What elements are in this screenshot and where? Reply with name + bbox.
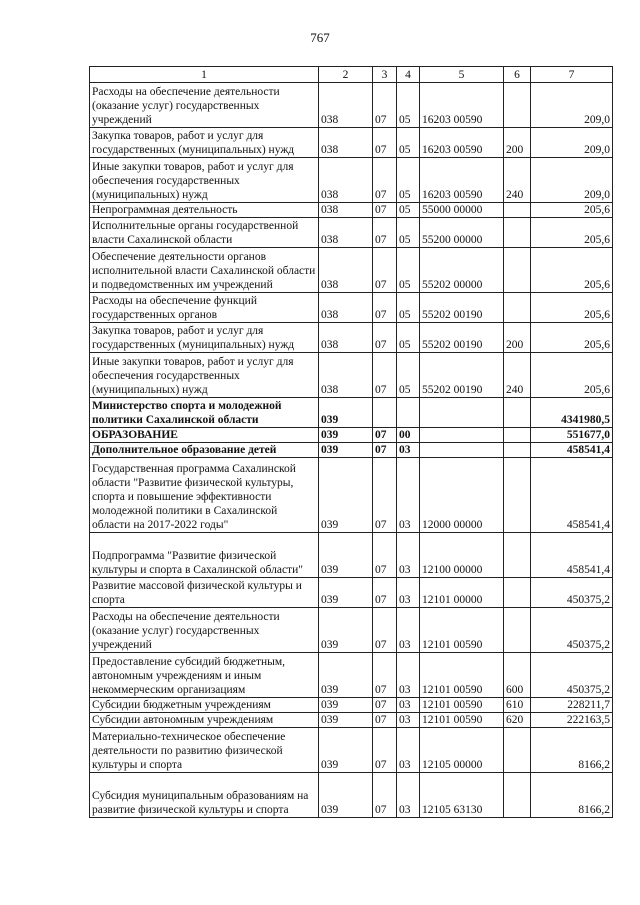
- header-cell: 2: [319, 67, 373, 83]
- section-cell: 07: [373, 713, 397, 728]
- ministry-code-cell: 039: [319, 773, 373, 818]
- ministry-code-cell: 039: [319, 443, 373, 458]
- target-article-cell: 16203 00590: [420, 83, 504, 128]
- table-row: [90, 713, 613, 728]
- subsection-cell: 03: [397, 713, 420, 728]
- amount-cell: 551677,0: [531, 428, 613, 443]
- expense-type-cell: [504, 248, 531, 293]
- expense-type-cell: 620: [504, 713, 531, 728]
- table-row: [90, 203, 613, 218]
- row-name-cell: Материально-техническое обеспечение деятельности по развитию физической культуры и спорта: [90, 728, 319, 773]
- row-name-cell: Обеспечение деятельности органов исполнительной власти Сахалинской области и подведомственных им учреждений: [90, 248, 319, 293]
- target-article-cell: 12100 00000: [420, 533, 504, 578]
- target-article-cell: 16203 00590: [420, 158, 504, 203]
- row-name-cell: Министерство спорта и молодежной политики Сахалинской области: [90, 398, 319, 428]
- amount-cell: 450375,2: [531, 653, 613, 698]
- row-name-cell: Закупка товаров, работ и услуг для государственных (муниципальных) нужд: [90, 128, 319, 158]
- target-article-cell: 55202 00190: [420, 353, 504, 398]
- row-name-cell: Расходы на обеспечение функций государственных органов: [90, 293, 319, 323]
- subsection-cell: 05: [397, 83, 420, 128]
- row-name-cell: ОБРАЗОВАНИЕ: [90, 428, 319, 443]
- expense-type-cell: 600: [504, 653, 531, 698]
- target-article-cell: 16203 00590: [420, 128, 504, 158]
- amount-cell: 450375,2: [531, 608, 613, 653]
- ministry-code-cell: 039: [319, 578, 373, 608]
- section-cell: 07: [373, 458, 397, 533]
- table-row: [90, 533, 613, 578]
- section-cell: 07: [373, 293, 397, 323]
- expense-type-cell: [504, 83, 531, 128]
- amount-cell: 205,6: [531, 323, 613, 353]
- expense-type-cell: 610: [504, 698, 531, 713]
- subsection-cell: 05: [397, 323, 420, 353]
- ministry-code-cell: 039: [319, 608, 373, 653]
- section-cell: 07: [373, 728, 397, 773]
- section-cell: 07: [373, 578, 397, 608]
- target-article-cell: 12105 63130: [420, 773, 504, 818]
- ministry-code-cell: 038: [319, 323, 373, 353]
- section-cell: 07: [373, 773, 397, 818]
- subsection-cell: 05: [397, 353, 420, 398]
- table-row: [90, 608, 613, 653]
- ministry-code-cell: 038: [319, 158, 373, 203]
- target-article-cell: [420, 443, 504, 458]
- amount-cell: 209,0: [531, 158, 613, 203]
- ministry-code-cell: 039: [319, 428, 373, 443]
- target-article-cell: 55000 00000: [420, 203, 504, 218]
- row-name-cell: Расходы на обеспечение деятельности (оказание услуг) государственных учреждений: [90, 83, 319, 128]
- section-cell: [373, 398, 397, 428]
- expense-type-cell: [504, 428, 531, 443]
- subsection-cell: 05: [397, 218, 420, 248]
- ministry-code-cell: 039: [319, 698, 373, 713]
- ministry-code-cell: 039: [319, 533, 373, 578]
- table-row: [90, 353, 613, 398]
- expense-type-cell: [504, 533, 531, 578]
- row-name-cell: Субсидии бюджетным учреждениям: [90, 698, 319, 713]
- section-cell: 07: [373, 218, 397, 248]
- subsection-cell: 03: [397, 773, 420, 818]
- target-article-cell: 55200 00000: [420, 218, 504, 248]
- subsection-cell: 03: [397, 578, 420, 608]
- target-article-cell: 12000 00000: [420, 458, 504, 533]
- ministry-code-cell: 038: [319, 248, 373, 293]
- ministry-code-cell: 038: [319, 203, 373, 218]
- ministry-code-cell: 039: [319, 653, 373, 698]
- target-article-cell: 12105 00000: [420, 728, 504, 773]
- subsection-cell: 00: [397, 428, 420, 443]
- subsection-cell: 03: [397, 698, 420, 713]
- target-article-cell: 12101 00590: [420, 713, 504, 728]
- expense-type-cell: [504, 608, 531, 653]
- ministry-code-cell: 038: [319, 293, 373, 323]
- expense-type-cell: [504, 398, 531, 428]
- amount-cell: 458541,4: [531, 443, 613, 458]
- expense-type-cell: 240: [504, 158, 531, 203]
- amount-cell: 205,6: [531, 203, 613, 218]
- amount-cell: 228211,7: [531, 698, 613, 713]
- subsection-cell: 05: [397, 248, 420, 293]
- header-cell: 3: [373, 67, 397, 83]
- table-row: [90, 323, 613, 353]
- row-name-cell: Закупка товаров, работ и услуг для государственных (муниципальных) нужд: [90, 323, 319, 353]
- row-name-cell: Субсидии автономным учреждениям: [90, 713, 319, 728]
- table-row: [90, 653, 613, 698]
- section-cell: 07: [373, 83, 397, 128]
- table-row: [90, 398, 613, 428]
- table-row: [90, 443, 613, 458]
- subsection-cell: 05: [397, 203, 420, 218]
- row-name-cell: Развитие массовой физической культуры и спорта: [90, 578, 319, 608]
- section-cell: 07: [373, 428, 397, 443]
- table-row: [90, 83, 613, 128]
- expense-type-cell: 200: [504, 128, 531, 158]
- subsection-cell: 05: [397, 158, 420, 203]
- target-article-cell: [420, 398, 504, 428]
- header-cell: 7: [531, 67, 613, 83]
- ministry-code-cell: 039: [319, 728, 373, 773]
- section-cell: 07: [373, 533, 397, 578]
- header-row: [90, 67, 613, 83]
- target-article-cell: 55202 00000: [420, 248, 504, 293]
- table-row: [90, 728, 613, 773]
- table-row: [90, 293, 613, 323]
- amount-cell: 205,6: [531, 353, 613, 398]
- section-cell: 07: [373, 248, 397, 293]
- header-cell: 4: [397, 67, 420, 83]
- section-cell: 07: [373, 128, 397, 158]
- row-name-cell: Субсидия муниципальным образованиям на развитие физической культуры и спорта: [90, 773, 319, 818]
- ministry-code-cell: 038: [319, 218, 373, 248]
- subsection-cell: 05: [397, 293, 420, 323]
- subsection-cell: 03: [397, 533, 420, 578]
- expense-type-cell: 240: [504, 353, 531, 398]
- header-cell: 6: [504, 67, 531, 83]
- target-article-cell: 55202 00190: [420, 293, 504, 323]
- table-row: [90, 773, 613, 818]
- page-number: 767: [310, 30, 330, 45]
- subsection-cell: 03: [397, 653, 420, 698]
- amount-cell: 209,0: [531, 128, 613, 158]
- header-cell: 5: [420, 67, 504, 83]
- ministry-code-cell: 038: [319, 128, 373, 158]
- target-article-cell: 12101 00590: [420, 608, 504, 653]
- ministry-code-cell: 039: [319, 713, 373, 728]
- section-cell: 07: [373, 323, 397, 353]
- budget-table: [89, 66, 613, 818]
- row-name-cell: Подпрограмма "Развитие физической культуры и спорта в Сахалинской области": [90, 533, 319, 578]
- expense-type-cell: [504, 578, 531, 608]
- row-name-cell: Расходы на обеспечение деятельности (оказание услуг) государственных учреждений: [90, 608, 319, 653]
- expense-type-cell: [504, 458, 531, 533]
- expense-type-cell: [504, 443, 531, 458]
- section-cell: 07: [373, 158, 397, 203]
- row-name-cell: Предоставление субсидий бюджетным, автономным учреждениям и иным некоммерческим организациям: [90, 653, 319, 698]
- amount-cell: 450375,2: [531, 578, 613, 608]
- row-name-cell: Иные закупки товаров, работ и услуг для обеспечения государственных (муниципальных) нужд: [90, 353, 319, 398]
- expense-type-cell: [504, 218, 531, 248]
- section-cell: 07: [373, 653, 397, 698]
- subsection-cell: 03: [397, 443, 420, 458]
- expense-type-cell: [504, 203, 531, 218]
- header-cell: 1: [90, 67, 319, 83]
- expense-type-cell: 200: [504, 323, 531, 353]
- amount-cell: 205,6: [531, 293, 613, 323]
- subsection-cell: 03: [397, 458, 420, 533]
- section-cell: 07: [373, 608, 397, 653]
- table-row: [90, 158, 613, 203]
- row-name-cell: Государственная программа Сахалинской области "Развитие физической культуры, спорта и повышение эффективности молодежной политики в Сахалинской области на 2017-2022 годы": [90, 458, 319, 533]
- amount-cell: 8166,2: [531, 728, 613, 773]
- expense-type-cell: [504, 728, 531, 773]
- expense-type-cell: [504, 293, 531, 323]
- table-row: [90, 128, 613, 158]
- expense-type-cell: [504, 773, 531, 818]
- subsection-cell: [397, 398, 420, 428]
- target-article-cell: [420, 428, 504, 443]
- target-article-cell: 12101 00590: [420, 653, 504, 698]
- row-name-cell: Дополнительное образование детей: [90, 443, 319, 458]
- amount-cell: 209,0: [531, 83, 613, 128]
- section-cell: 07: [373, 443, 397, 458]
- ministry-code-cell: 039: [319, 398, 373, 428]
- subsection-cell: 03: [397, 728, 420, 773]
- table-row: [90, 698, 613, 713]
- ministry-code-cell: 038: [319, 83, 373, 128]
- target-article-cell: 12101 00590: [420, 698, 504, 713]
- row-name-cell: Непрограммная деятельность: [90, 203, 319, 218]
- amount-cell: 205,6: [531, 248, 613, 293]
- table-body: [90, 83, 613, 818]
- amount-cell: 4341980,5: [531, 398, 613, 428]
- table-row: [90, 458, 613, 533]
- target-article-cell: 55202 00190: [420, 323, 504, 353]
- subsection-cell: 05: [397, 128, 420, 158]
- section-cell: 07: [373, 698, 397, 713]
- amount-cell: 222163,5: [531, 713, 613, 728]
- amount-cell: 458541,4: [531, 458, 613, 533]
- section-cell: 07: [373, 353, 397, 398]
- row-name-cell: Исполнительные органы государственной власти Сахалинской области: [90, 218, 319, 248]
- amount-cell: 205,6: [531, 218, 613, 248]
- table-row: [90, 578, 613, 608]
- row-name-cell: Иные закупки товаров, работ и услуг для обеспечения государственных (муниципальных) нужд: [90, 158, 319, 203]
- amount-cell: 458541,4: [531, 533, 613, 578]
- subsection-cell: 03: [397, 608, 420, 653]
- amount-cell: 8166,2: [531, 773, 613, 818]
- ministry-code-cell: 039: [319, 458, 373, 533]
- target-article-cell: 12101 00000: [420, 578, 504, 608]
- section-cell: 07: [373, 203, 397, 218]
- table-row: [90, 428, 613, 443]
- table-row: [90, 248, 613, 293]
- ministry-code-cell: 038: [319, 353, 373, 398]
- table-row: [90, 218, 613, 248]
